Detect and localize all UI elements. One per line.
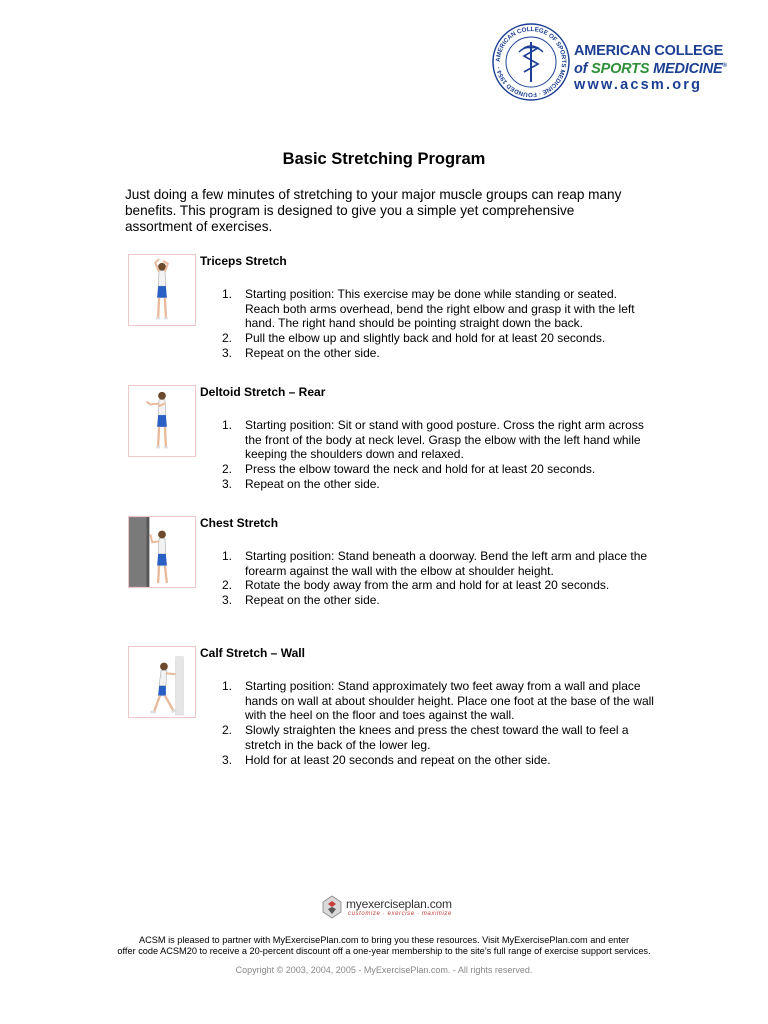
step-item: 3. Hold for at least 20 seconds and repeat on the other side. [222, 752, 551, 767]
acsm-wordmark [574, 44, 744, 94]
step-item: 2. Press the elbow toward the neck and hold for at least 20 seconds. [222, 462, 596, 477]
section-title: Calf Stretch – Wall [200, 646, 305, 660]
step-item: 2. Slowly straighten the knees and press the chest toward the wall to feel a stretch in the back of the lower leg. [222, 723, 629, 752]
acsm-seal-logo [491, 22, 571, 102]
steps-list [222, 418, 654, 492]
page-title: Basic Stretching Program [282, 150, 486, 168]
myexerciseplan-icon [322, 895, 342, 919]
step-item: 1. Starting position: This exercise may be done while standing or seated. Reach both arms overhead, bend the right elbow and grasp it with the left hand. The right hand should be pointing straight down the back. [222, 287, 635, 331]
section-title: Deltoid Stretch – Rear [200, 385, 326, 399]
step-item: 1. Starting position: Stand approximately two feet away from a wall and place hands on wall at about shoulder height. Place one foot at the base of the wall with the heel on the floor and toes against the wall. [222, 679, 654, 723]
triceps-stretch-illustration [128, 254, 196, 326]
step-item: 3. Repeat on the other side. [222, 476, 380, 491]
steps-list [222, 679, 654, 767]
step-item: 1. Starting position: Sit or stand with good posture. Cross the right arm across the front of the body at neck level. Grasp the elbow with the left hand while keeping the shoulders down and relaxed. [222, 418, 644, 462]
steps-list [222, 287, 654, 361]
myexerciseplan-logo [322, 895, 452, 921]
section-title: Chest Stretch [200, 516, 279, 530]
copyright: Copyright © 2003, 2004, 2005 - MyExercisePlan.com. - All rights reserved. [235, 965, 533, 975]
step-item: 3. Repeat on the other side. [222, 593, 380, 608]
step-item: 2. Rotate the body away from the arm and hold for at least 20 seconds. [222, 578, 610, 593]
deltoid-stretch-illustration [128, 385, 196, 457]
step-item: 3. Repeat on the other side. [222, 345, 380, 360]
step-item: 2. Pull the elbow up and slightly back and hold for at least 20 seconds. [222, 331, 606, 346]
step-item: 1. Starting position: Stand beneath a doorway. Bend the left arm and place the forearm against the wall with the elbow at shoulder height. [222, 549, 648, 578]
logo-line-1: AMERICAN COLLEGE [574, 43, 724, 59]
partner-notice: ACSM is pleased to partner with MyExercisePlan.com to bring you these resources. Visit MyExercisePlan.com and enter offer code ACSM20 to receive a 20-percent discount off a one-year membership to the site’s full range of exercise support services. [117, 935, 651, 956]
section-title: Triceps Stretch [200, 254, 287, 268]
brand-tagline: customize · exercise · maximize [348, 911, 452, 917]
brand-name: myexerciseplan.com [346, 897, 452, 911]
svg-text:AMERICAN COLLEGE OF SPORTS MED: AMERICAN COLLEGE OF SPORTS MEDICINE · FOUNDED 1954 · [494, 25, 568, 99]
calf-stretch-illustration [128, 646, 196, 718]
steps-list [222, 549, 654, 608]
chest-stretch-illustration [128, 516, 196, 588]
logo-url: www.acsm.org [574, 76, 703, 93]
intro-paragraph: Just doing a few minutes of stretching to your major muscle groups can reap many benefits. This program is designed to give you a simple yet comprehensive assortment of exercises. [125, 187, 622, 234]
logo-line-2: of SPORTS MEDICINE® [574, 60, 727, 77]
